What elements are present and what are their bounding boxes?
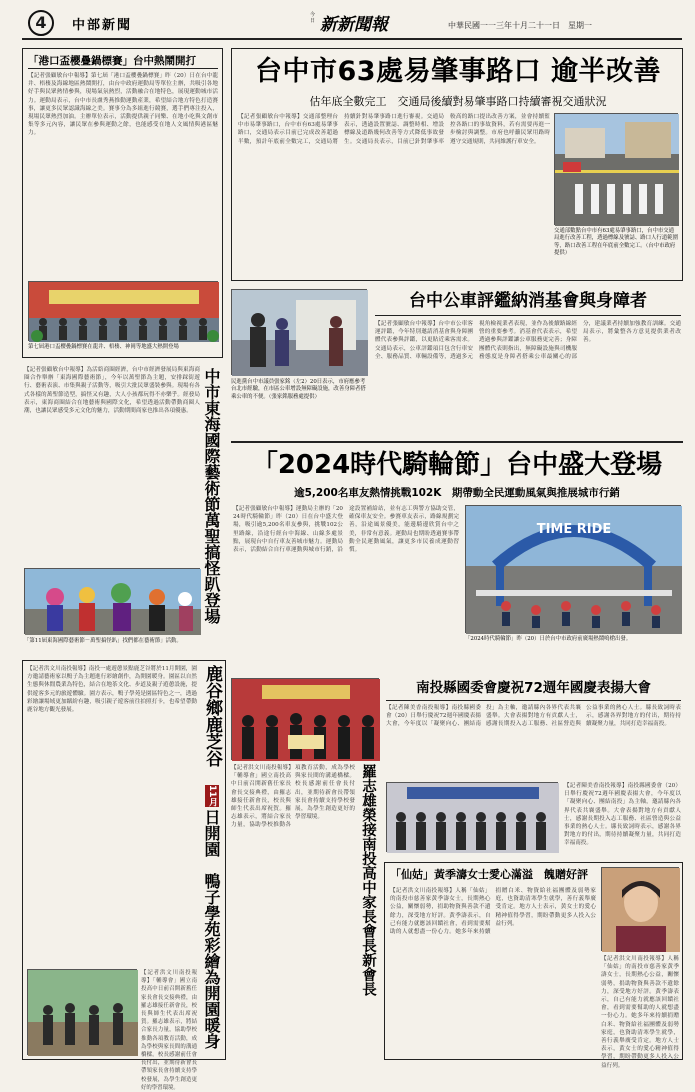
article-body: 【記者張顧敏台中報導】交通部整理台中市易肇事路口，台中市有63處易肇事路口，交通局表示目前已完成改善超過半數，預計年底前全數完工，交通局將持續針對易肇事路口進行審視。交通局表示，透過設置號誌、調整時相、增設標線及道路幾何改善等方式降低事故發生。交通局長表示，目前已針對肇事率較高的路口提出改善方案，並會持續監控各路口的事故資料，若有需要再進一步檢討與調整。市府也呼籲民眾用路時遵守交通規則，共同維護行車安全。 xyxy=(238,114,550,145)
article-bike-festival xyxy=(231,441,683,671)
article-body-continued xyxy=(601,955,679,1069)
article-nantou-county xyxy=(384,676,683,856)
article-body: 【記者洪文川南投報導】「輔導會」國立南投高中日前召開新舊任家長會長交接典禮，由羅志雄接任新會長，校長與師生代表出席祝賀。羅志雄表示，將結合家長力量，協助學校推動各項教育活動，成為學校與家長間的溝通橋樑。校長感謝前任會長付出，並期待新會長帶領家長會持續支持學校發展，為學生創造更好的學習環境。 xyxy=(231,765,355,829)
article-fairy xyxy=(384,862,683,1069)
article-body: 【記者張顧敏台中報導】第七屆「港口盃櫻疊鍋標賽」昨（20）日在台中龍井、梧棲及海線地區熱鬧開打，由台中政府運動局等單位主辦，共吸引各地好手與民眾熱情參與，現場氣氛熱烈，活動融合在地特色，展現運動城市活力。運動局表示，台中市長盧秀燕推動運動產業，希望結合地方特色打造賽事，讓更多民眾認識海線之美。賽事分為多組進行競賽，選手們專注投入，現場民眾熱烈加油。主辦單位表示，活動提供親子同樂、在地小吃與文創市集等多元內容，讓民眾在參與運動之餘，也能感受在地人文風情與港區魅力。 xyxy=(28,73,218,137)
article-body: 【記者張顧敏台中報導】台中市公車客運評鑑，今年特別邀請消基會與身障團體代表參與評鑑，以更貼近乘客需求。交通局表示，公車評鑑項目包含行車安全、服務品質、車輛設備等，透過多元視角檢視業者表現，並作為後續路線經營的重要參考。消基會代表表示，希望透過參與評鑑讓公車服務更完善；身障團體代表則指出，無障礙設施與司機服務態度是身障者搭乘公車最關心的部分，建議業者持續加強教育訓練。交通局表示，將彙整各方意見提供業者改善。 xyxy=(375,321,681,360)
article-lugang xyxy=(22,660,226,1091)
section-name: 中部新聞 xyxy=(72,18,133,33)
port-photo xyxy=(28,281,218,341)
date-line: 中華民國一一三年十月二十一日 星期一 xyxy=(448,21,592,30)
lugang-photo xyxy=(27,969,137,1055)
page-number-badge xyxy=(28,10,54,36)
article-subhead: 估年底全數完工 交通局後續對易肇事路口持續審視交通狀況 xyxy=(309,95,607,108)
paper-name: 新新聞報 xyxy=(320,15,388,35)
halloween-photo xyxy=(24,568,200,634)
article-headline: 南投縣國委會慶祝72週年國慶表揚大會 xyxy=(416,680,651,696)
date-badge: 11月 xyxy=(207,785,217,807)
paper-logo xyxy=(310,10,390,35)
article-headline-vertical xyxy=(200,665,224,1055)
headline-part-a: 鹿谷鄉鹿芝谷 xyxy=(202,665,222,767)
article-traffic xyxy=(231,48,683,281)
photo-caption: 交通部數點台中市有63處易肇事路口，台中市交通局進行改善工程，透過標線及號誌、路口人行道範圍等，路口改善工程在年底前全數完工。（台中市政府提供） xyxy=(554,228,678,257)
photo-caption: 第七屆港口盃櫻疊鍋標賽在龍井、梧棲、神岡等地盛大熱開登場 xyxy=(28,344,179,350)
article-bus xyxy=(231,287,683,437)
article-body-continued xyxy=(564,782,681,852)
masthead xyxy=(0,0,695,42)
article-east-sea xyxy=(22,364,223,654)
intersection-photo xyxy=(554,113,678,225)
photo-caption: 民進黨台中市議員張家銘（左2）20日表示，市府應參考台北市經驗，在市區公車增設無障礙設施，改善身障者搭乘公車的不便。（張家銘服務處提供） xyxy=(231,379,366,400)
headline-rule xyxy=(386,700,681,701)
ceremony-photo xyxy=(231,678,379,760)
article-body: 【記者洪文川南投報導】南投一處遊憩景點鹿芝谷將於11月開園，園方邀請藝術家以鴨子為主題進行彩繪創作，為開園暖身。園區以自然生態與休閒農業為特色，結合在地茶文化、步道及親子遊憩設施，提供遊客多元的旅遊體驗。園方表示，鴨子學苑是園區特色之一，透過彩繪讓場域更加繽紛有趣，吸引親子遊客前往拍照打卡，也希望帶動鹿谷地方觀光發展。 xyxy=(27,666,197,714)
article-headline: 「港口盃櫻疊鍋標賽」台中熱鬧開打 xyxy=(28,55,196,67)
headline-rule xyxy=(375,315,681,316)
article-body-continued xyxy=(141,969,197,1091)
bike-photo xyxy=(465,505,681,633)
continued-text: 【記者陳美香南投報導】南投縣國委會（20）日舉行慶祝72週年國慶表揚大會，今年度以「凝聚向心、團結南投」為主軸，邀請縣內各界代表共襄盛舉。大會表揚對地方有貢獻人士，感謝長期投入志工服務、社區營造與公益事業的熱心人士。縣長致詞時表示，感謝各界對地方的付出，期待持續凝聚力量，共同打造幸福南投。 xyxy=(564,783,681,847)
photo-banner-text: TIME RIDE xyxy=(536,522,612,537)
continued-text: 【記者洪文川南投報導】人稱「仙姑」的南投市慈善家黃季濤女士，長期熱心公益，關懷弱勢，捐助物資與善款不遺餘力，深受地方好評。黃季濤表示，自己有能力就應該回饋社會，看到需要幫助的人就想盡一份心力。她多年來持續捐贈白米、物資給社福團體及弱勢家庭，也資助清寒學生就學，善行義舉廣受肯定。地方人士表示，黃女士的愛心精神值得學習，期盼帶動更多人投入公益行列。 xyxy=(601,956,679,1069)
portrait-photo xyxy=(601,867,679,951)
photo-caption: 「第11屆東海國際藝術節－萬聖搞怪趴」找們都在藝術節」活動。 xyxy=(24,638,182,644)
paper-prefix: 今日 xyxy=(310,12,316,24)
article-headline-vertical: 羅志雄榮接南投高中家長會長新會長 xyxy=(360,764,376,996)
photo-caption: 「2024時代騎輪節」昨（20）日於台中市政府前廣場熱鬧鳴槍出發。 xyxy=(465,636,632,642)
article-headline: 「2024時代騎輪節」台中盛大登場 xyxy=(251,450,663,480)
article-headline-vertical: 中市東海國際藝術節萬聖搞怪趴登場 xyxy=(202,368,221,624)
article-headline: 「仙姑」黃季濤女士愛心滿溢 餽贈好評 xyxy=(390,868,588,881)
headline-part-b: 日開園 鴨子學苑彩繪為開園暖身 xyxy=(202,809,221,1049)
continued-text: 【記者洪文川南投報導】「輔導會」國立南投高中日前召開新舊任家長會長交接典禮，由羅志雄接任新會長，校長與師生代表出席祝賀。羅志雄表示，將結合家長力量，協助學校推動各項教育活動，成為學校與家長間的溝通橋樑。校長感謝前任會長付出，並期待新會長帶領家長會持續支持學校發展，為學生創造更好的學習環境。 xyxy=(141,970,197,1091)
article-body: 【記者陳美香南投報導】南投縣國委會（20）日舉行慶祝72週年國慶表揚大會，今年度以「凝聚向心、團結南投」為主軸，邀請縣內各界代表共襄盛舉。大會表揚對地方有貢獻人士，感謝長期投入志工服務、社區營造與公益事業的熱心人士。縣長致詞時表示，感謝各界對地方的付出，期待持續凝聚力量，共同打造幸福南投。 xyxy=(386,705,681,728)
bus-photo xyxy=(231,289,367,375)
headline-rule xyxy=(28,68,218,69)
article-subhead: 逾5,200名車友熱情挑戰102K 期帶動全民運動風氣與推展城市行銷 xyxy=(294,487,620,499)
article-body: 【記者張顧敏台中報導】運動局主辦的「2024時代騎輪節」昨（20）日在台中盛大登場，吸引逾5,200名車友參與，挑戰102公里路線，沿途行經台中海線、山線多處景點，展現台中自行車友善城市魅力。運動局表示，活動結合自行車運動與城市行銷，沿途設置補給站，並有志工與警方協助交管，確保車友安全。參賽車友表示，路線規劃完善，沿途風景優美，能邊騎邊欣賞台中之美，非常有意義。運動局也期盼透過賽事帶動全民運動風氣，讓更多市民養成運動習慣。 xyxy=(233,506,459,554)
article-port-cup xyxy=(22,48,223,358)
county-photo xyxy=(386,782,558,852)
article-parent-association xyxy=(231,676,379,1060)
article-body: 【記者洪文川南投報導】人稱「仙姑」的南投市慈善家黃季濤女士，長期熱心公益，關懷弱勢，捐助物資與善款不遺餘力，深受地方好評。黃季濤表示，自己有能力就應該回饋社會，看到需要幫助的人就想盡一份心力。她多年來持續捐贈白米、物資給社福團體及弱勢家庭，也資助清寒學生就學，善行義舉廣受肯定。地方人士表示，黃女士的愛心精神值得學習，期盼帶動更多人投入公益行列。 xyxy=(390,888,596,936)
article-headline: 台中公車評鑑納消基會與身障者 xyxy=(409,291,647,311)
article-headline: 台中市63處易肇事路口 逾半改善 xyxy=(255,56,661,87)
masthead-rule xyxy=(22,38,682,40)
article-body: 【記者張顧敏台中報導】為活絡商圈經濟，台中市經濟發展局與東海商圈合作舉辦「東海國際藝術節」，今年以萬聖節為主題，安排踩街遊行、藝術表演、市集與親子活動等，吸引大批民眾盛裝參與。現場有各式各樣的萬聖節造型，搞怪又有趣，大人小孩都玩得不亦樂乎。經發局表示，東海商圈結合在地藝術與國際文化，希望透過活動帶動商圈人潮，也讓民眾感受多元文化的魅力，活動期間商家也推出各項優惠。 xyxy=(24,367,200,415)
page-number: 4 xyxy=(35,13,47,32)
